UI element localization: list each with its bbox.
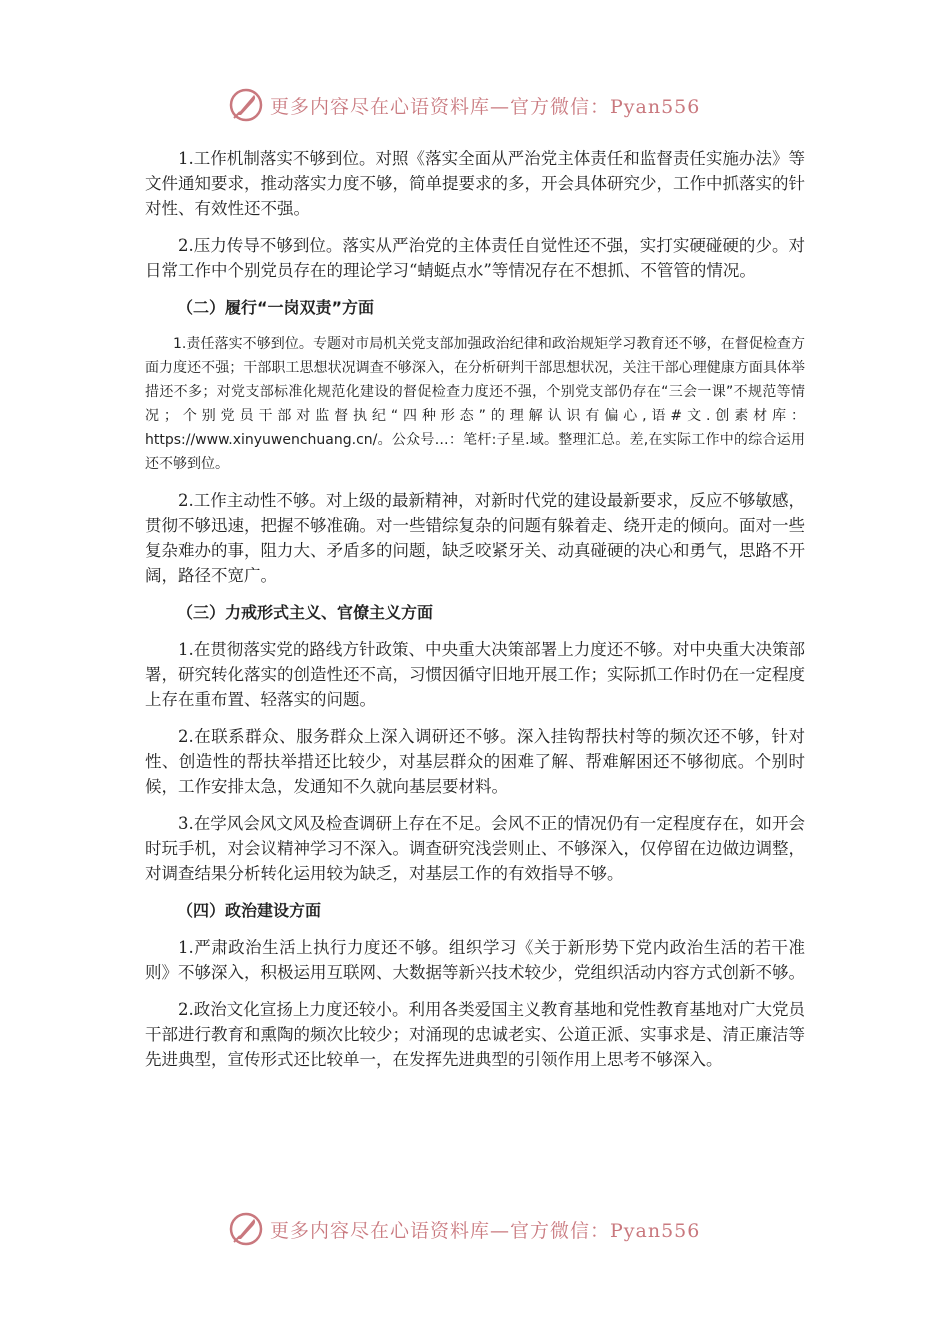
header-banner — [228, 85, 700, 125]
document-body — [145, 146, 805, 1084]
paragraph: 2.工作主动性不够。对上级的最新精神，对新时代党的建设最新要求，反应不够敏感，贯彻不够迅速，把握不够准确。对一些错综复杂的问题有躲着走、绕开走的倾向。面对一些复杂难办的事，阻力大、矛盾多的问题，缺乏咬紧牙关、动真碰硬的决心和勇气，思路不开阔，路径不宽广。 — [145, 491, 805, 585]
section-heading: （三）力戒形式主义、官僚主义方面 — [177, 603, 434, 622]
banner-text: 更多内容尽在心语资料库—官方微信：Pyan556 — [270, 1219, 701, 1242]
paragraph: 1.工作机制落实不够到位。对照《落实全面从严治党主体责任和监督责任实施办法》等文件通知要求，推动落实力度不够，简单提要求的多，开会具体研究少，工作中抓落实的针对性、有效性还不强。 — [145, 149, 805, 218]
paragraph: 1.严肃政治生活上执行力度还不够。组织学习《关于新形势下党内政治生活的若干准则》不够深入，积极运用互联网、大数据等新兴技术较少，党组织活动内容方式创新不够。 — [145, 938, 805, 982]
paragraph: 2.压力传导不够到位。落实从严治党的主体责任自觉性还不强，实打实硬碰硬的少。对日常工作中个别党员存在的理论学习“蜻蜓点水”等情况存在不想抓、不管管的情况。 — [145, 236, 805, 280]
section-heading: （四）政治建设方面 — [177, 901, 322, 920]
footer-banner — [228, 1209, 700, 1249]
quill-logo-icon — [228, 87, 264, 123]
quill-logo-icon — [228, 1211, 264, 1247]
paragraph: 2.在联系群众、服务群众上深入调研还不够。深入挂钩帮扶村等的频次还不够，针对性、创造性的帮扶举措还比较少，对基层群众的困难了解、帮难解困还不够彻底。个别时候，工作安排太急，发通知不久就向基层要材料。 — [145, 727, 805, 796]
paragraph: 3.在学风会风文风及检查调研上存在不足。会风不正的情况仍有一定程度存在，如开会时玩手机，对会议精神学习不深入。调查研究浅尝则止、不够深入，仅停留在边做边调整，对调查结果分析转化运用较为缺乏，对基层工作的有效指导不够。 — [145, 814, 805, 883]
banner-text: 更多内容尽在心语资料库—官方微信：Pyan556 — [270, 95, 701, 118]
section-heading: （二）履行“一岗双责”方面 — [177, 298, 375, 317]
paragraph: 1.责任落实不够到位。专题对市局机关党支部加强政治纪律和政治规矩学习教育还不够，在督促检查方面力度还不强；干部职工思想状况调查不够深入，在分析研判干部思想状况，关注干部心理健康方面具体举措还不多；对党支部标准化规范化建设的督促检查力度还不强，个别党支部仍存在“三会一课”不规范等情况；个别党员干部对监督执纪“四种形态”的理解认识有偏心,语#文.创素材库：https://www.xinyuwenchuang.cn/。公众号…：笔杆:子星.域。整理汇总。差,在实际工作中的综合运用还不够到位。 — [145, 336, 805, 472]
paragraph: 1.在贯彻落实党的路线方针政策、中央重大决策部署上力度还不够。对中央重大决策部署，研究转化落实的创造性还不高，习惯因循守旧地开展工作；实际抓工作时仍在一定程度上存在重布置、轻落实的问题。 — [145, 640, 805, 709]
paragraph: 2.政治文化宣扬上力度还较小。利用各类爱国主义教育基地和党性教育基地对广大党员干部进行教育和熏陶的频次比较少；对涌现的忠诚老实、公道正派、实事求是、清正廉洁等先进典型，宣传形式还比较单一，在发挥先进典型的引领作用上思考不够深入。 — [145, 1000, 805, 1069]
